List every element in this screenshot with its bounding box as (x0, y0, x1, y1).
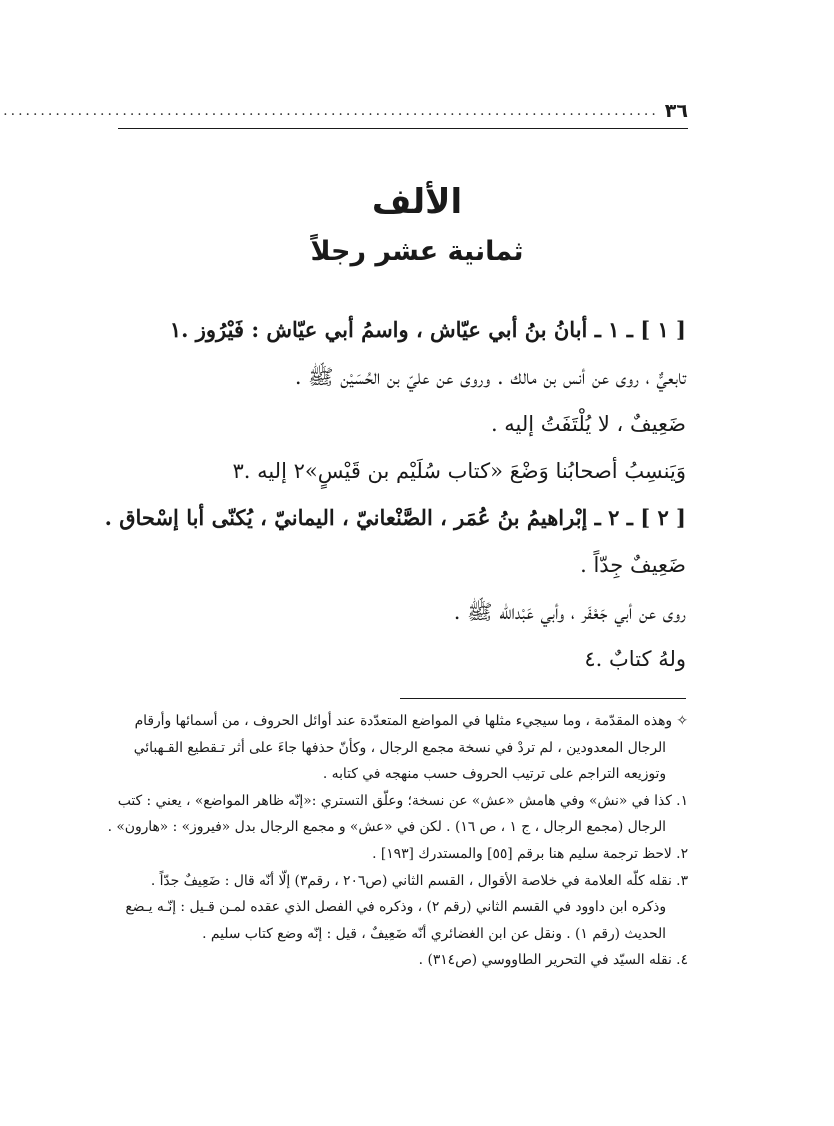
body-line: ضَعِيفٌ ، لا يُلْتَفَتُ إليه . (490, 412, 686, 436)
section-subtitle: ثمانية عشر رجلاً (310, 236, 524, 267)
footnote-line: ٤. نقله السيّد في التحرير الطاووسي (ص٣١٤) . (418, 952, 688, 969)
footnote-line: ١. كذا في «نش» وفي هامش «عش» عن نسخة؛ وعلّق التستري :«إنّه ظاهر المواضع» ، يعني : كتب (117, 792, 688, 809)
entry-heading-2: [ ٢ ] ـ ٢ ـ إبْراهيمُ بنُ عُمَر ، الصَّنْعانيّ ، اليمانيّ ، يُكنّى أبا إسْحاق . (104, 505, 686, 530)
entry-heading-1: [ ١ ] ـ ١ ـ أبانُ بنُ أبي عيّاش ، واسمُ أبي عيّاش : فَيْرُوز .١ (169, 317, 686, 342)
body-line: روى عن أبي جَعْفَر ، وأبي عَبْدالله ﷺ . (453, 600, 686, 624)
footnote-line: ٣. نقله كلّه العلامة في خلاصة الأقوال ، القسم الثاني (ص٢٠٦ ، رقم٣) إلّا أنّه قال : ضَعِيفٌ جدّاً . (150, 872, 688, 889)
footnote-line: الحديث (رقم ١) . ونقل عن ابن الغضائري أنّه ضَعِيفٌ ، قيل : إنّه وضع كتاب سليم . (202, 925, 666, 942)
body-text (104, 310, 686, 686)
body-line: ضَعِيفٌ جِدّاً . (580, 553, 686, 577)
footnotes (107, 708, 688, 974)
page-number: ٣٦ (664, 100, 688, 122)
body-line: تابعيٌّ ، روى عن أنس بن مالك . وروى عن عليّ بن الحُسَيْن ﷺ . (294, 365, 686, 389)
running-header (3, 96, 688, 129)
leader-dots: ........................................................................................ (3, 103, 659, 119)
body-line: وَيَنسِبُ أصحابُنا وَضْعَ «كتاب سُلَيْم بن قَيْسٍ»٢ إليه .٣ (232, 459, 686, 483)
footnote-line: ✧ وهذه المقدّمة ، وما سيجيء مثلها في المواضع المتعدّدة عند أوائل الحروف ، من أسمائها وأرقام (134, 713, 688, 729)
footnote-line: وتوزيعه التراجم على ترتيب الحروف حسب منهجه في كتابه . (322, 766, 666, 783)
footnote-line: الرجال المعدودين ، لم تردْ في نسخة مجمع الرجال ، وكأنّ حذفها جاءَ على أثر تـقطيع القـهبائي (133, 739, 666, 756)
footnote-line: وذكره ابن داوود في القسم الثاني (رقم ٢) ، وذكره في الفصل الذي عقده لمـن قـيل : إنّـه يـضع (125, 899, 666, 916)
footnote-line: الرجال (مجمع الرجال ، ج ١ ، ص ١٦) . لكن في «عش» و مجمع الرجال بدل «فيروز» : «هارون» . (107, 819, 666, 836)
body-line: ولهُ كتابٌ .٤ (584, 647, 686, 671)
section-title: الألف (371, 182, 463, 222)
footnote-separator (400, 698, 686, 699)
footnote-line: ٢. لاحظ ترجمة سليم هنا برقم [٥٥] والمستدرك [١٩٣] . (372, 845, 688, 862)
